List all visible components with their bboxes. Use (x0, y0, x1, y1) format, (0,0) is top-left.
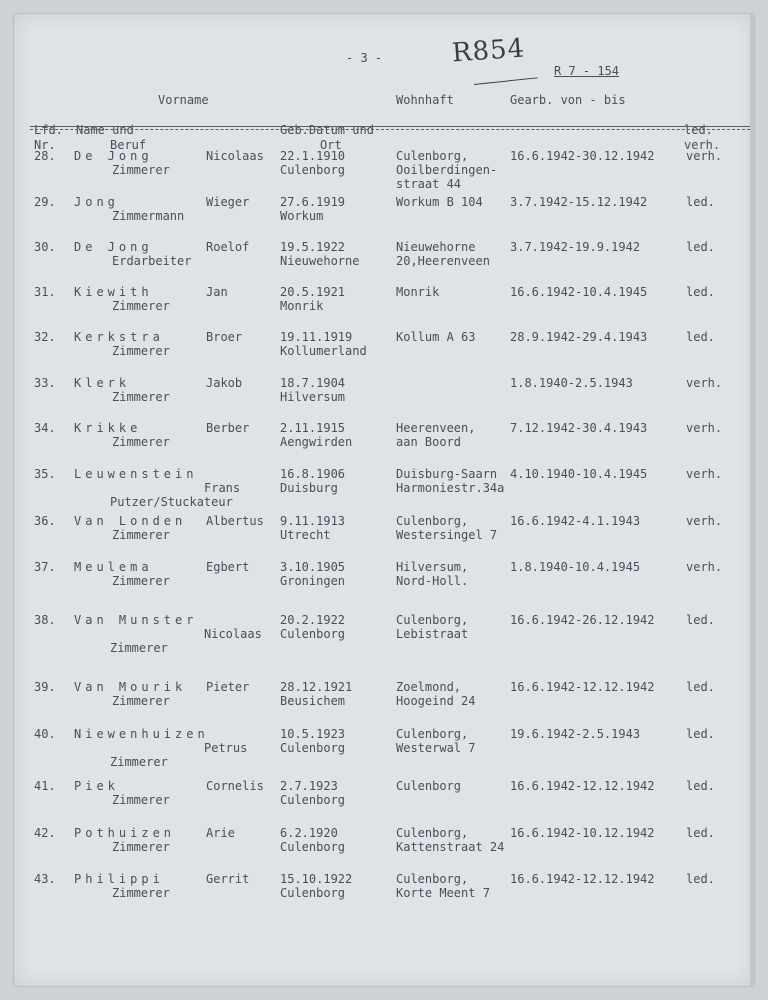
row-number: 28. (34, 149, 56, 163)
residence-line: Culenborg, (396, 872, 469, 886)
birth-date: 20.2.1922 (280, 613, 346, 627)
surname: Van Mourik (74, 680, 187, 694)
employment-period: 3.7.1942-15.12.1942 (510, 195, 648, 209)
birth-date: 9.11.1913 (280, 514, 346, 528)
employment-period: 3.7.1942-19.9.1942 (510, 240, 641, 254)
birth-place: Nieuwehorne (280, 254, 360, 268)
marital-status: led. (686, 613, 715, 627)
residence-line: Culenborg, (396, 514, 469, 528)
residence-line: Culenborg, (396, 613, 469, 627)
row-number: 32. (34, 330, 56, 344)
residence-line: Korte Meent 7 (396, 886, 490, 900)
table-row (14, 560, 754, 604)
table-row (14, 195, 754, 239)
residence-line: 20,Heerenveen (396, 254, 490, 268)
occupation: Zimmerer (112, 574, 170, 588)
table-row (14, 872, 754, 916)
birth-date: 28.12.1921 (280, 680, 353, 694)
residence-line: Heerenveen, (396, 421, 476, 435)
birth-date: 19.5.1922 (280, 240, 346, 254)
occupation: Zimmerer (112, 390, 170, 404)
given-name: Pieter (206, 680, 250, 694)
marital-status: led. (686, 195, 715, 209)
marital-status: verh. (686, 421, 723, 435)
col-header-gearb: Gearb. von - bis (510, 93, 626, 107)
employment-period: 28.9.1942-29.4.1943 (510, 330, 648, 344)
surname: Meulema (74, 560, 153, 574)
surname: Krikke (74, 421, 142, 435)
marital-status: verh. (686, 376, 723, 390)
birth-date: 20.5.1921 (280, 285, 346, 299)
surname: Jong (74, 195, 119, 209)
occupation: Zimmermann (112, 209, 185, 223)
row-number: 38. (34, 613, 56, 627)
row-number: 33. (34, 376, 56, 390)
marital-status: led. (686, 727, 715, 741)
occupation: Zimmerer (112, 163, 170, 177)
birth-place: Aengwirden (280, 435, 353, 449)
table-row (14, 149, 754, 193)
col-header-led: led. verh. (684, 123, 721, 152)
given-name: Broer (206, 330, 243, 344)
residence-line: Westerwal 7 (396, 741, 476, 755)
marital-status: verh. (686, 560, 723, 574)
employment-period: 16.6.1942-12.12.1942 (510, 872, 655, 886)
marital-status: led. (686, 826, 715, 840)
birth-place: Hilversum (280, 390, 346, 404)
surname: Leuwenstein (74, 467, 198, 481)
birth-place: Culenborg (280, 840, 346, 854)
residence-line: Ooilberdingen- (396, 163, 498, 177)
given-name: Arie (206, 826, 235, 840)
surname: Van Munster (74, 613, 198, 627)
occupation: Zimmerer (112, 299, 170, 313)
surname: Van Londen (74, 514, 187, 528)
employment-period: 16.6.1942-10.12.1942 (510, 826, 655, 840)
employment-period: 4.10.1940-10.4.1945 (510, 467, 648, 481)
row-number: 31. (34, 285, 56, 299)
employment-period: 7.12.1942-30.4.1943 (510, 421, 648, 435)
given-name: Jan (206, 285, 228, 299)
employment-period: 1.8.1940-10.4.1945 (510, 560, 641, 574)
surname: De Jong (74, 240, 153, 254)
given-name: Wieger (206, 195, 250, 209)
residence-line: Duisburg-Saarn (396, 467, 498, 481)
residence-line: Culenborg, (396, 826, 469, 840)
birth-date: 15.10.1922 (280, 872, 353, 886)
employment-period: 16.6.1942-12.12.1942 (510, 680, 655, 694)
residence-line: Zoelmond, (396, 680, 462, 694)
birth-date: 27.6.1919 (280, 195, 346, 209)
row-number: 41. (34, 779, 56, 793)
residence-line: aan Boord (396, 435, 462, 449)
occupation: Erdarbeiter (112, 254, 192, 268)
surname: Kerkstra (74, 330, 164, 344)
row-number: 30. (34, 240, 56, 254)
birth-date: 19.11.1919 (280, 330, 353, 344)
birth-place: Monrik (280, 299, 324, 313)
given-name: Nicolaas (206, 149, 264, 163)
document-reference: R 7 - 154 (554, 64, 620, 78)
birth-place: Culenborg (280, 886, 346, 900)
marital-status: verh. (686, 467, 723, 481)
given-name: Gerrit (206, 872, 250, 886)
birth-place: Groningen (280, 574, 346, 588)
page-number: - 3 - (346, 51, 383, 65)
residence-line: Kattenstraat 24 (396, 840, 505, 854)
marital-status: led. (686, 240, 715, 254)
given-name: Jakob (206, 376, 243, 390)
occupation: Zimmerer (112, 886, 170, 900)
occupation: Zimmerer (112, 840, 170, 854)
row-number: 34. (34, 421, 56, 435)
col-header-name: Name und Beruf (76, 123, 147, 152)
residence-line: Lebistraat (396, 627, 469, 641)
table-row (14, 240, 754, 284)
row-number: 42. (34, 826, 56, 840)
given-name: Albertus (206, 514, 264, 528)
residence-line: Monrik (396, 285, 440, 299)
residence-line: straat 44 (396, 177, 462, 191)
table-row (14, 613, 754, 657)
employment-period: 16.6.1942-12.12.1942 (510, 779, 655, 793)
birth-date: 6.2.1920 (280, 826, 338, 840)
col-header-lfd: Lfd. Nr. (34, 123, 63, 152)
header-rule-dashed (30, 129, 750, 130)
surname: Kiewith (74, 285, 153, 299)
table-row (14, 514, 754, 558)
employment-period: 16.6.1942-26.12.1942 (510, 613, 655, 627)
birth-place: Culenborg (280, 741, 346, 755)
row-number: 43. (34, 872, 56, 886)
employment-period: 16.6.1942-30.12.1942 (510, 149, 655, 163)
row-number: 37. (34, 560, 56, 574)
given-name: Egbert (206, 560, 250, 574)
marital-status: led. (686, 779, 715, 793)
surname: Pothuizen (74, 826, 176, 840)
employment-period: 1.8.1940-2.5.1943 (510, 376, 633, 390)
birth-place: Culenborg (280, 627, 346, 641)
marital-status: led. (686, 285, 715, 299)
birth-place: Culenborg (280, 793, 346, 807)
marital-status: led. (686, 872, 715, 886)
surname: Piek (74, 779, 119, 793)
birth-date: 10.5.1923 (280, 727, 346, 741)
given-name: Petrus (204, 741, 248, 755)
handwritten-stroke (474, 77, 538, 85)
occupation: Zimmerer (112, 435, 170, 449)
birth-date: 18.7.1904 (280, 376, 346, 390)
residence-line: Hilversum, (396, 560, 469, 574)
occupation: Putzer/Stuckateur (110, 495, 233, 509)
row-number: 40. (34, 727, 56, 741)
given-name: Nicolaas (204, 627, 262, 641)
occupation: Zimmerer (112, 694, 170, 708)
table-row (14, 680, 754, 724)
residence-line: Nieuwehorne (396, 240, 476, 254)
row-number: 39. (34, 680, 56, 694)
birth-date: 3.10.1905 (280, 560, 346, 574)
given-name: Cornelis (206, 779, 264, 793)
residence-line: Culenborg, (396, 149, 469, 163)
birth-place: Culenborg (280, 163, 346, 177)
occupation: Zimmerer (112, 344, 170, 358)
residence-line: Hoogeind 24 (396, 694, 476, 708)
surname: De Jong (74, 149, 153, 163)
residence-line: Westersingel 7 (396, 528, 498, 542)
birth-date: 2.11.1915 (280, 421, 346, 435)
marital-status: led. (686, 680, 715, 694)
table-row (14, 467, 754, 511)
employment-period: 16.6.1942-10.4.1945 (510, 285, 648, 299)
table-row (14, 727, 754, 771)
handwritten-reference: R854 (451, 33, 527, 69)
employment-period: 16.6.1942-4.1.1943 (510, 514, 641, 528)
occupation: Zimmerer (112, 793, 170, 807)
birth-date: 2.7.1923 (280, 779, 338, 793)
occupation: Zimmerer (110, 641, 168, 655)
table-row (14, 421, 754, 465)
document-page (14, 14, 754, 986)
residence-line: Harmoniestr.34a (396, 481, 505, 495)
col-header-wohnhaft: Wohnhaft (396, 93, 454, 107)
given-name: Berber (206, 421, 250, 435)
row-number: 29. (34, 195, 56, 209)
col-header-vorname: Vorname (158, 93, 209, 107)
birth-date: 22.1.1910 (280, 149, 346, 163)
col-header-geb: Geb.Datum und Ort (280, 123, 374, 152)
row-number: 35. (34, 467, 56, 481)
occupation: Zimmerer (110, 755, 168, 769)
given-name: Frans (204, 481, 241, 495)
marital-status: verh. (686, 514, 723, 528)
occupation: Zimmerer (112, 528, 170, 542)
header-rule (30, 126, 750, 127)
table-row (14, 285, 754, 329)
table-row (14, 376, 754, 420)
employment-period: 19.6.1942-2.5.1943 (510, 727, 641, 741)
marital-status: led. (686, 330, 715, 344)
birth-place: Duisburg (280, 481, 338, 495)
birth-place: Kollumerland (280, 344, 367, 358)
surname: Philippi (74, 872, 164, 886)
given-name: Roelof (206, 240, 250, 254)
surname: Niewenhuizen (74, 727, 209, 741)
birth-place: Beusichem (280, 694, 346, 708)
residence-line: Workum B 104 (396, 195, 483, 209)
row-number: 36. (34, 514, 56, 528)
residence-line: Nord-Holl. (396, 574, 469, 588)
residence-line: Culenborg (396, 779, 462, 793)
table-row (14, 826, 754, 870)
birth-place: Workum (280, 209, 324, 223)
residence-line: Culenborg, (396, 727, 469, 741)
residence-line: Kollum A 63 (396, 330, 476, 344)
table-row (14, 779, 754, 823)
surname: Klerk (74, 376, 131, 390)
birth-place: Utrecht (280, 528, 331, 542)
marital-status: verh. (686, 149, 723, 163)
birth-date: 16.8.1906 (280, 467, 346, 481)
table-row (14, 330, 754, 374)
